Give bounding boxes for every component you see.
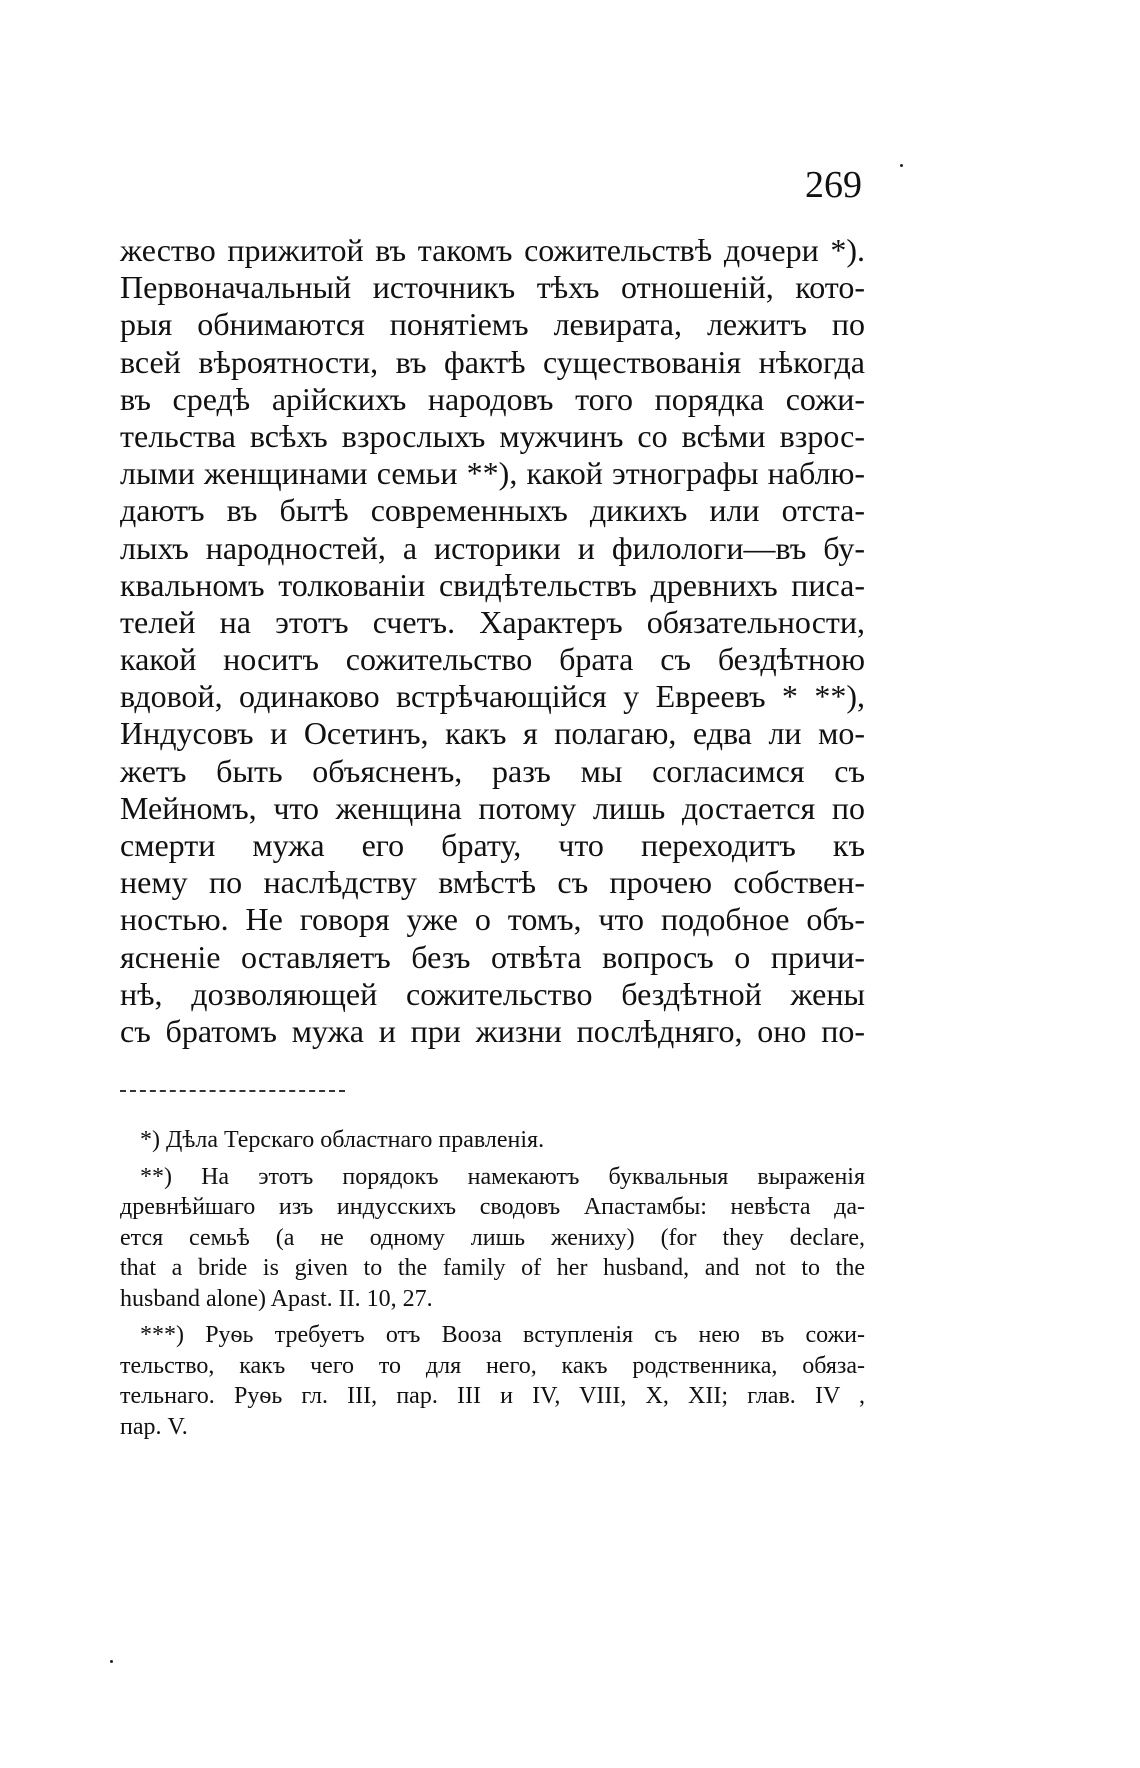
footnote-line: ется семьѣ (а не одному лишь жениху) (for they declare, — [120, 1224, 865, 1251]
footnote-line: тельнаго. Руѳь гл. III, пар. III и IV, VIII, X, XII; глав. IV , — [120, 1383, 865, 1409]
text-line: лыми женщинами семьи **), какой этнографы наблю- — [120, 455, 865, 492]
text-line: ясненiе оставляетъ безъ отвѣта вопросъ о причи- — [120, 938, 865, 975]
text-line: Индусовъ и Осетинъ, какъ я полагаю, едва ли мо- — [120, 715, 865, 752]
footnote-separator — [120, 1090, 345, 1092]
text-line: Первоначальный источникъ тѣхъ отношенiй, кото- — [120, 269, 865, 306]
text-line: квальномъ толкованiи свидѣтельствъ древнихъ писа- — [120, 566, 865, 603]
text-line: всей вѣроятности, въ фактѣ существованiя нѣкогда — [120, 343, 865, 380]
text-line: лыхъ народностей, а историки и филологи—въ бу- — [120, 529, 865, 566]
text-line: Мейномъ, что женщина потому лишь достается по — [120, 789, 865, 826]
footnote-1 — [120, 1125, 865, 1156]
main-text — [120, 232, 865, 1050]
text-line: жетъ быть объясненъ, разъ мы согласимся съ — [120, 752, 865, 789]
footnote-line: древнѣйшаго изъ индусскихъ сводовъ Апастамбы: невѣста да- — [120, 1194, 865, 1220]
text-line: даютъ въ бытѣ современныхъ дикихъ или отста- — [120, 492, 865, 529]
ink-speck — [110, 1660, 113, 1663]
text-line: рыя обнимаются понятiемъ левирата, лежитъ по — [120, 306, 865, 343]
text-line: ностью. Не говоря уже о томъ, что подобное объ- — [120, 901, 865, 938]
footnote-line: ***) Руѳь требуетъ отъ Вооза вступленiя съ нею въ сожи- — [140, 1322, 865, 1348]
text-line: вдовой, одинаково встрѣчающiйся у Евреевъ * **), — [120, 678, 865, 715]
footnote-3 — [120, 1320, 865, 1442]
text-line: жество прижитой въ такомъ сожительствѣ дочери *). — [120, 232, 865, 268]
footnotes — [120, 1125, 865, 1442]
footnote-line: husband alone) Apast. II. 10, 27. — [120, 1285, 433, 1312]
footnote-line: **) На этотъ порядокъ намекаютъ буквальныя выраженiя — [140, 1163, 865, 1190]
footnote-line: тельство, какъ чего то для него, какъ родственника, обяза- — [120, 1352, 865, 1379]
ink-speck — [900, 164, 903, 167]
text-line: смерти мужа его брату, что переходитъ къ — [120, 827, 865, 863]
footnote-line: *) Дѣла Терскаго областнаго правленiя. — [140, 1127, 545, 1153]
text-line: тельства всѣхъ взрослыхъ мужчинъ со всѣми взрос- — [120, 417, 865, 454]
text-line: нему по наслѣдству вмѣстѣ съ прочею собствен- — [120, 864, 865, 901]
text-line: какой носитъ сожительство брата съ бездѣтною — [120, 641, 865, 678]
text-line: въ средѣ арiйскихъ народовъ того порядка сожи- — [120, 380, 865, 417]
footnote-line: пар. V. — [120, 1413, 188, 1440]
text-line: нѣ, дозволяющей сожительство бездѣтной жены — [120, 975, 865, 1012]
footnote-2 — [120, 1162, 865, 1315]
page-number: 269 — [805, 164, 862, 206]
text-line: телей на этотъ счетъ. Характеръ обязательности, — [120, 603, 865, 640]
text-line: съ братомъ мужа и при жизни послѣдняго, оно по- — [120, 1012, 865, 1049]
footnote-line: that a bride is given to the family of her husband, and not to the — [120, 1255, 865, 1281]
